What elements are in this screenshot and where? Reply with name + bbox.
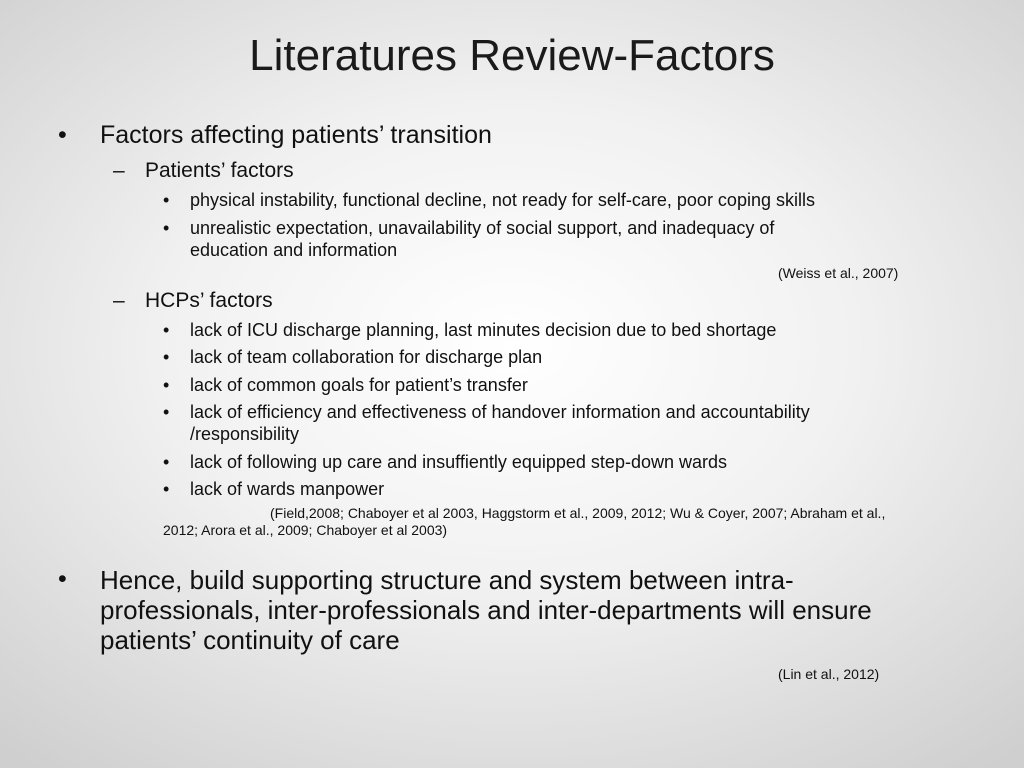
conclusion-line: patients’ continuity of care — [100, 625, 400, 655]
hcps-factors-heading: HCPs’ factors — [145, 289, 273, 312]
conclusion-line: Hence, build supporting structure and system between intra- — [100, 565, 794, 595]
bullet-icon: • — [163, 402, 170, 422]
hcps-factor-item: lack of ICU discharge planning, last minutes decision due to bed shortage — [190, 320, 777, 340]
hcps-factor-item-continued: /responsibility — [190, 424, 300, 444]
patients-factors-heading: Patients’ factors — [145, 159, 294, 182]
bullet-icon: • — [163, 479, 170, 499]
hcps-factor-item: lack of team collaboration for discharge plan — [190, 347, 543, 367]
bullet-icon: • — [163, 190, 170, 210]
bullet-icon: • — [163, 218, 170, 238]
slide-title: Literatures Review-Factors — [249, 31, 775, 80]
main-point: Factors affecting patients’ transition — [100, 121, 492, 149]
citation-hcps-line2: 2012; Arora et al., 2009; Chaboyer et al 2003) — [163, 522, 448, 538]
bullet-icon: • — [58, 121, 67, 149]
citation-lin: (Lin et al., 2012) — [778, 666, 880, 682]
bullet-icon: • — [163, 347, 170, 367]
dash-icon: – — [113, 159, 125, 182]
patients-factor-item-continued: education and information — [190, 240, 398, 260]
patients-factor-item: unrealistic expectation, unavailability of social support, and inadequacy of — [190, 218, 775, 238]
bullet-icon: • — [163, 320, 170, 340]
patients-factor-item: physical instability, functional decline, not ready for self-care, poor coping skills — [190, 190, 815, 210]
hcps-factor-item: lack of following up care and insuffiently equipped step-down wards — [190, 452, 727, 472]
citation-weiss: (Weiss et al., 2007) — [778, 265, 899, 281]
dash-icon: – — [113, 289, 125, 312]
conclusion-line: professionals, inter-professionals and inter-departments will ensure — [100, 595, 872, 625]
bullet-icon: • — [58, 565, 67, 593]
hcps-factor-item: lack of efficiency and effectiveness of handover information and accountability — [190, 402, 810, 422]
bullet-icon: • — [163, 452, 170, 472]
bullet-icon: • — [163, 375, 170, 395]
hcps-factor-item: lack of wards manpower — [190, 479, 385, 499]
citation-hcps-line1: (Field,2008; Chaboyer et al 2003, Haggstorm et al., 2009, 2012; Wu & Coyer, 2007; Abraham et al., — [270, 505, 886, 521]
hcps-factor-item: lack of common goals for patient’s transfer — [190, 375, 528, 395]
